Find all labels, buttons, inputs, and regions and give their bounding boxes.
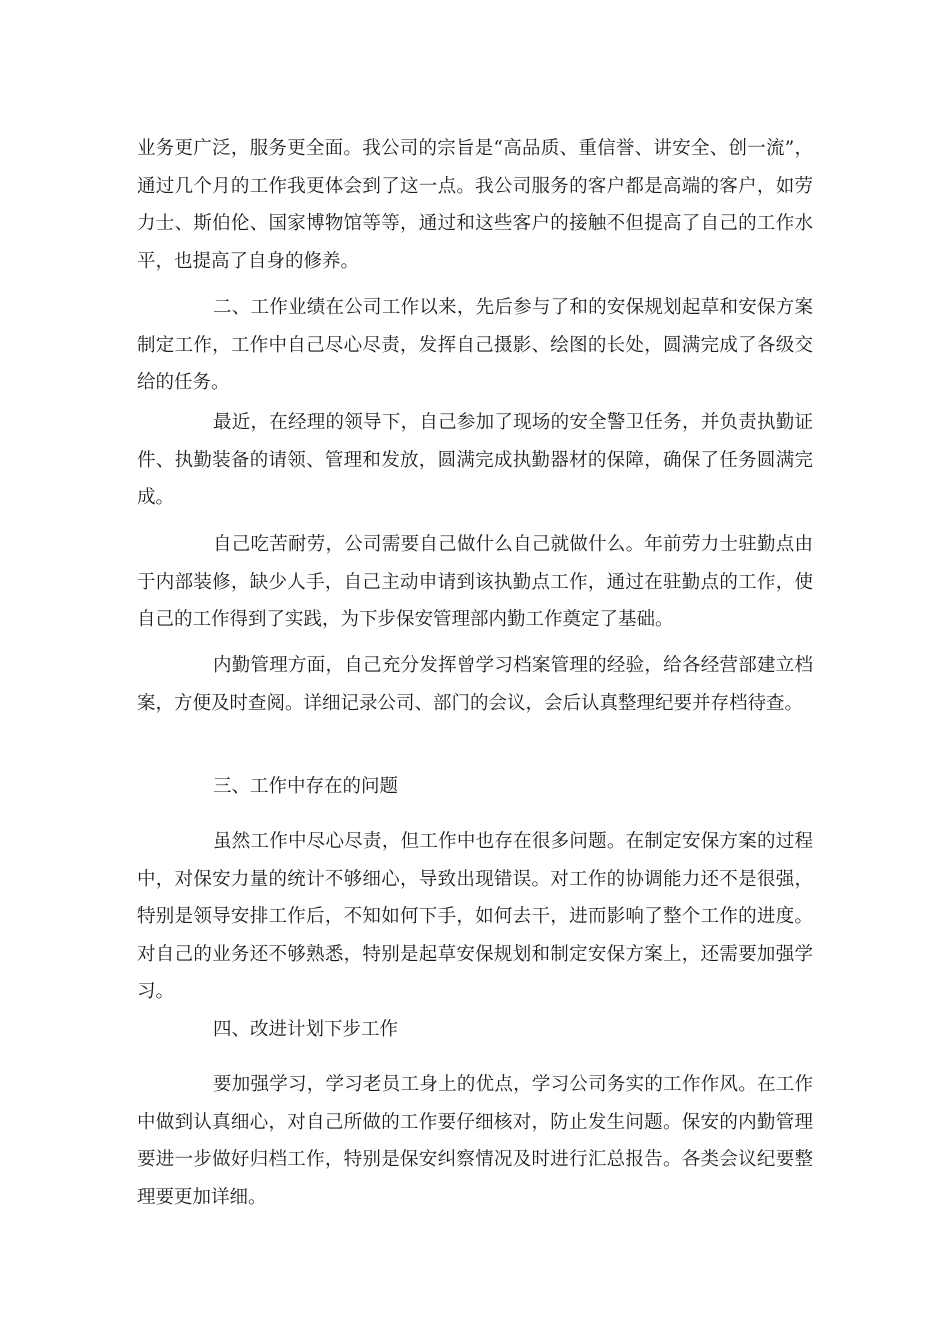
paragraph-security-task: 最近，在经理的领导下，自己参加了现场的安全警卫任务，并负责执勤证件、执勤装备的请领、管理和发放，圆满完成执勤器材的保障，确保了任务圆满完成。 xyxy=(137,412,813,508)
paragraph-internal-management: 内勤管理方面，自己充分发挥曾学习档案管理的经验，给各经营部建立档案，方便及时查阅。详细记录公司、部门的会议，会后认真整理纪要并存档待查。 xyxy=(137,655,813,714)
paragraph-hard-working: 自己吃苦耐劳，公司需要自己做什么自己就做什么。年前劳力士驻勤点由于内部装修，缺少人手，自己主动申请到该执勤点工作，通过在驻勤点的工作，使自己的工作得到了实践，为下步保安管理部内勤工作奠定了基础。 xyxy=(137,534,813,630)
section-heading-problems: 三、工作中存在的问题 xyxy=(213,776,399,797)
paragraph-improvement: 要加强学习，学习老员工身上的优点，学习公司务实的工作作风。在工作中做到认真细心，对自己所做的工作要仔细核对，防止发生问题。保安的内勤管理要进一步做好归档工作，特别是保安纠察情况及时进行汇总报告。各类会议纪要整理要更加详细。 xyxy=(137,1074,813,1208)
paragraph-company-purpose: 业务更广泛，服务更全面。我公司的宗旨是“高品质、重信誉、讲安全、创一流”，通过几个月的工作我更体会到了这一点。我公司服务的客户都是高端的客户，如劳力士、斯伯伦、国家博物馆等等，通过和这些客户的接触不但提高了自己的工作水平，也提高了自身的修养。 xyxy=(137,138,813,272)
paragraph-work-performance: 二、工作业绩在公司工作以来，先后参与了和的安保规划起草和安保方案制定工作，工作中自己尽心尽责，发挥自己摄影、绘图的长处，圆满完成了各级交给的任务。 xyxy=(137,297,813,393)
paragraph-problems: 虽然工作中尽心尽责，但工作中也存在很多问题。在制定安保方案的过程中，对保安力量的统计不够细心，导致出现错误。对工作的协调能力还不是很强，特别是领导安排工作后，不知如何下手，如何去干，进而影响了整个工作的进度。对自己的业务还不够熟悉，特别是起草安保规划和制定安保方案上，还需要加强学习。 xyxy=(137,831,813,1002)
section-heading-improvement: 四、改进计划下步工作 xyxy=(213,1019,399,1040)
